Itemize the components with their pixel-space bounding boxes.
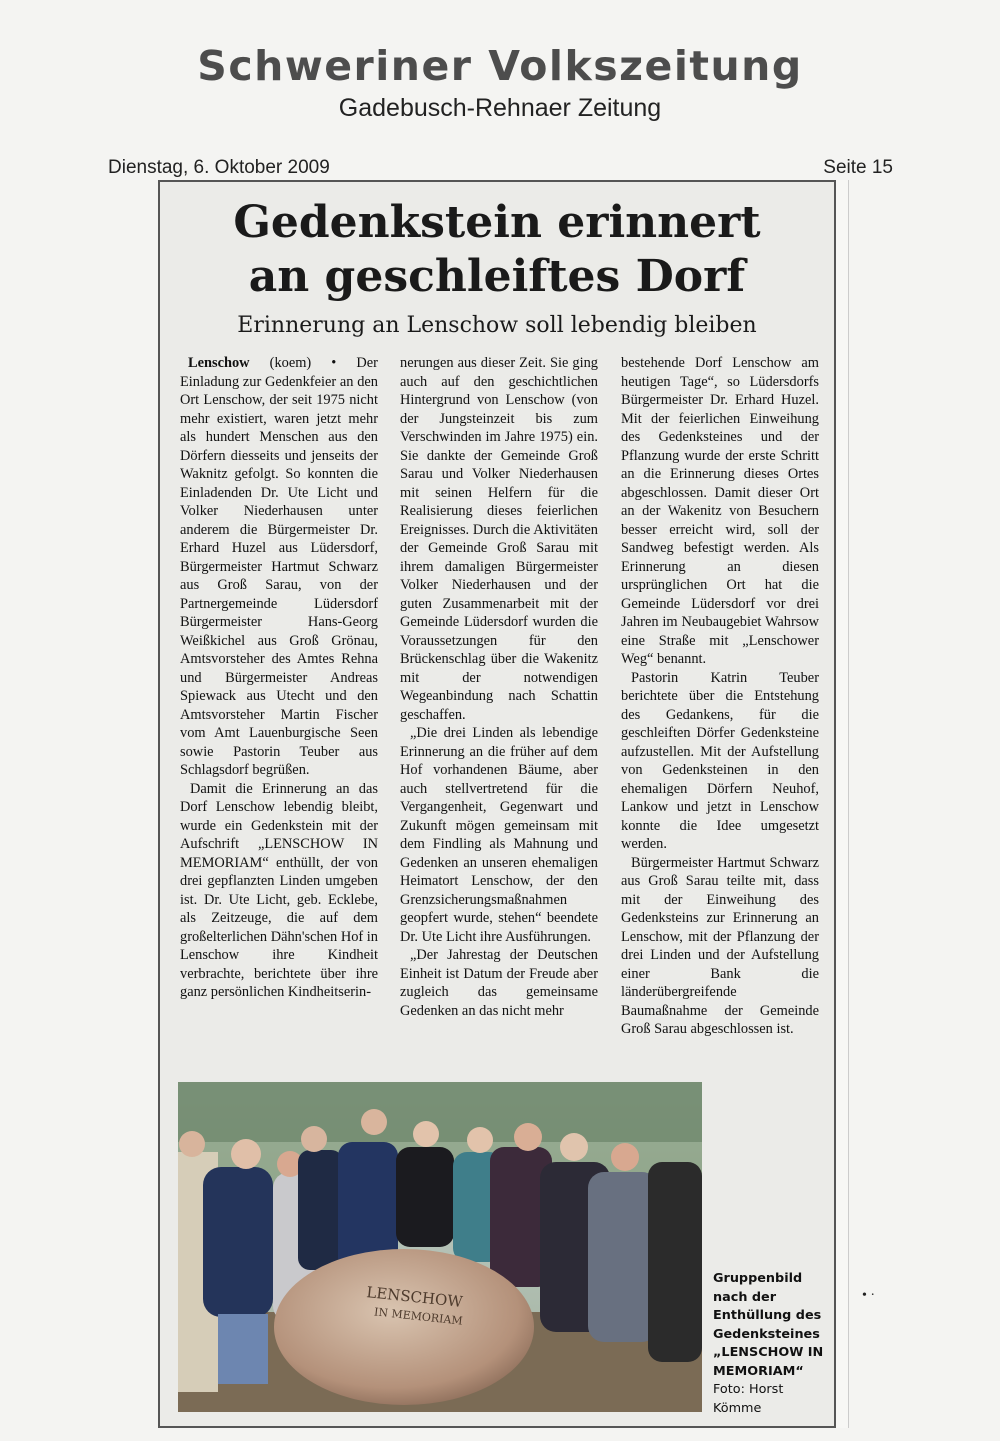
article-dateline: Lenschow — [188, 355, 250, 371]
paragraph: bestehende Dorf Lenschow am heutigen Tage“, so Lüdersdorfs Bürgermeister Dr. Erhard Huzel. Mit der feierlichen Einweihung des Gedenksteines und der Pflanzung wurde der erste Schritt an die Erinnerung dieses Ortes abgeschlossen. Damit dieser Ort an der Wakenitz von Besuchern besser erreicht wird, soll der Sandweg befestigt werden. Als Erinnerung an diesen ursprünglichen Ort hat die Gemeinde Lüdersdorf vor drei Jahren im Neubaugebiet Wahrsow eine Straße mit „Lenschower Weg“ benannt. — [621, 355, 819, 667]
masthead-title: Schweriner Volkszeitung — [197, 42, 803, 90]
article-column-3 — [621, 354, 819, 1074]
paragraph: nerungen aus dieser Zeit. Sie ging auch auf den geschichtlichen Hintergrund von Lenschow (von der Jungsteinzeit bis zum Verschwinden im Jahre 1975) ein. Sie dankte der Gemeinde Groß Sarau und Volker Niederhausen mit seinen Helfern für die Realisierung dieses feierlichen Ereignisses. Durch die Aktivitäten der Gemeinde Groß Sarau mit ihrem damaligen Bürgermeister Volker Niederhausen und der guten Zusammenarbeit mit der Gemeinde Lüdersdorf wurden die Voraussetzungen für den Brückenschlag über die Wakenitz mit der notwendigen Wegeanbindung nach Schattin geschaffen. — [400, 355, 598, 723]
memorial-stone — [274, 1249, 534, 1405]
photo-illustration — [178, 1082, 702, 1412]
issue-date: Dienstag, 6. Oktober 2009 — [108, 157, 330, 178]
article-column-1 — [180, 354, 378, 1074]
caption-text: Gruppenbild nach der Enthüllung des Gedenksteines „LENSCHOW IN MEMORIAM“ — [713, 1271, 824, 1379]
headline-line-2: an geschleiftes Dorf — [248, 251, 746, 302]
paragraph: Bürgermeister Hartmut Schwarz aus Groß Sarau teilte mit, dass mit der Einweihung des Gedenksteins zur Erinnerung an Lenschow, mit der Pflanzung der drei Linden und der Aufstellung einer Bank die länderübergreifende Baumaßnahme der Gemeinde Groß Sarau abgeschlossen ist. — [621, 854, 819, 1037]
article-deck: Erinnerung an Lenschow soll lebendig bleiben — [237, 313, 757, 338]
article-headline — [160, 196, 834, 304]
newspaper-clipping — [158, 180, 836, 1428]
paragraph — [180, 354, 378, 780]
masthead-subtitle: Gadebusch-Rehnaer Zeitung — [338, 94, 662, 122]
photo-caption — [713, 1270, 829, 1418]
paragraph: Pastorin Katrin Teuber berichtete über die Entstehung des Gedankens, für die geschleiften Dörfer Gedenksteine aufzustellen. Mit der Aufstellung von Gedenksteinen in den ehemaligen Dörfern Neuhof, Lankow und jetzt in Lenschow konnte die Idee umgesetzt werden. — [621, 669, 819, 852]
paragraph: „Der Jahrestag der Deutschen Einheit ist Datum der Freude aber zugleich das gemeinsame Gedenken an das nicht mehr — [400, 947, 598, 1019]
article-byline: (koem) • — [269, 355, 337, 371]
group-photo — [178, 1082, 702, 1412]
stone-inscription-1: LENSCHOW — [365, 1283, 464, 1312]
headline-line-1: Gedenkstein erinnert — [233, 197, 761, 248]
photo-credit: Foto: Horst Kömme — [713, 1382, 784, 1416]
paragraph: Damit die Erinnerung an das Dorf Lenschow lebendig bleibt, wurde ein Gedenkstein mit der Aufschrift „LENSCHOW IN MEMORIAM“ enthüllt, der von drei gepflanzten Linden umgeben ist. Dr. Ute Licht, geb. Ecklebe, als Zeitzeuge, die auf dem großelterlichen Dähn'schen Hof in Lenschow ihre Kindheit verbrachte, berichtete über ihre ganz persönlichen Kindheitserin- — [180, 780, 378, 1000]
page-number: Seite 15 — [823, 157, 893, 178]
article-column-2 — [400, 354, 598, 1074]
stone-inscription-2: IN MEMORIAM — [373, 1305, 464, 1328]
paragraph-text: Der Einladung zur Gedenkfeier an den Ort Lenschow, der seit 1975 nicht mehr existiert, waren jetzt mehr als hundert Menschen aus den Dörfern diesseits und jenseits der Waknitz gefolgt. So konnten die Einladenden Dr. Ute Licht und Volker Niederhausen unter anderem die Bürgermeister Dr. Erhard Huzel aus Lüdersdorf, Bürgermeister Hartmut Schwarz aus Groß Sarau, von der Partnergemeinde Lüdersdorf Bürgermeister Hans-Georg Weißkichel aus Groß Grönau, Amtsvorsteher des Amtes Rehna und Bürgermeister Andreas Spiewack aus Utecht und den Amtsvorsteher Martin Fischer vom Amt Lauenburgische Seen sowie Pastorin Teuber aus Schlagsdorf begrüßen. — [180, 355, 378, 778]
adjacent-page-edge — [836, 180, 849, 1428]
paragraph: „Die drei Linden als lebendige Erinnerung an die früher auf dem Hof vorhandenen Bäume, aber auch stellvertretend für die Vergangenheit, Gegenwart und Zukunft mögen gemeinsam mit dem Findling als Mahnung und Gedenken an unseren ehemaligen Heimatort Lenschow, der den Grenzsicherungsmaßnahmen geopfert wurde, stehen“ beendete Dr. Ute Licht ihre Ausführungen. — [400, 725, 598, 945]
scan-marks: • · — [862, 1288, 876, 1303]
